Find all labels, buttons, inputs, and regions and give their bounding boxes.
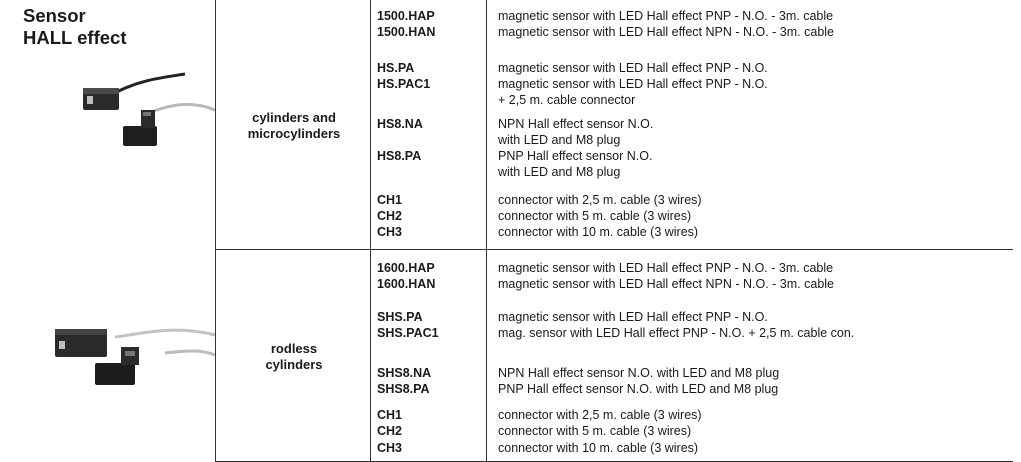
product-code: CH3: [377, 225, 403, 239]
category-label-cylinders: [230, 110, 358, 142]
product-code: SHS8.PA: [377, 382, 430, 396]
product-description: connector with 10 m. cable (3 wires): [498, 225, 699, 239]
product-description: connector with 2,5 m. cable (3 wires): [498, 193, 702, 207]
category-line-1: rodless: [270, 341, 318, 356]
category-label-rodless: [230, 341, 358, 373]
product-description: NPN Hall effect sensor N.O. with LED and M8 plug: [498, 366, 780, 380]
title-line-2: HALL effect: [23, 27, 127, 48]
product-code: CH2: [377, 209, 403, 223]
product-description: magnetic sensor with LED Hall effect PNP - N.O. - 3m. cable: [498, 9, 834, 23]
product-code: CH3: [377, 441, 403, 455]
product-description: + 2,5 m. cable connector: [498, 93, 636, 107]
column-divider-right: [486, 0, 487, 462]
product-description: PNP Hall effect sensor N.O.: [498, 149, 653, 163]
rodless-sensor-photo: [45, 315, 215, 395]
product-description: connector with 10 m. cable (3 wires): [498, 441, 699, 455]
product-code: SHS8.NA: [377, 366, 432, 380]
product-description: magnetic sensor with LED Hall effect PNP - N.O. - 3m. cable: [498, 261, 834, 275]
product-description: NPN Hall effect sensor N.O.: [498, 117, 654, 131]
category-line-2: cylinders: [265, 357, 323, 372]
column-divider-left: [215, 0, 216, 462]
product-description: magnetic sensor with LED Hall effect NPN - N.O. - 3m. cable: [498, 25, 834, 39]
hall-sensor-photo: [55, 70, 215, 170]
product-description: with LED and M8 plug: [498, 165, 621, 179]
category-line-1: cylinders and: [252, 110, 336, 125]
product-description: magnetic sensor with LED Hall effect PNP - N.O.: [498, 61, 768, 75]
product-code: HS8.PA: [377, 149, 422, 163]
product-code: 1500.HAN: [377, 25, 436, 39]
product-code: CH2: [377, 424, 403, 438]
product-description: PNP Hall effect sensor N.O. with LED and M8 plug: [498, 382, 779, 396]
product-description: magnetic sensor with LED Hall effect PNP - N.O.: [498, 77, 768, 91]
product-code: CH1: [377, 193, 403, 207]
product-description: connector with 2,5 m. cable (3 wires): [498, 408, 702, 422]
product-code: HS.PAC1: [377, 77, 431, 91]
product-description: connector with 5 m. cable (3 wires): [498, 424, 692, 438]
product-code: HS8.NA: [377, 117, 423, 131]
product-description: magnetic sensor with LED Hall effect PNP - N.O.: [498, 310, 768, 324]
group-separator: [215, 249, 1013, 250]
product-code: SHS.PA: [377, 310, 423, 324]
product-description: with LED and M8 plug: [498, 133, 621, 147]
product-code: 1600.HAN: [377, 277, 436, 291]
page-title: [23, 5, 126, 49]
product-code: 1600.HAP: [377, 261, 435, 275]
product-code: 1500.HAP: [377, 9, 435, 23]
product-description: magnetic sensor with LED Hall effect NPN - N.O. - 3m. cable: [498, 277, 834, 291]
product-code: SHS.PAC1: [377, 326, 439, 340]
product-description: mag. sensor with LED Hall effect PNP - N.O. + 2,5 m. cable con.: [498, 326, 855, 340]
product-description: connector with 5 m. cable (3 wires): [498, 209, 692, 223]
column-divider-middle: [370, 0, 371, 462]
category-line-2: microcylinders: [247, 126, 341, 141]
product-code: CH1: [377, 408, 403, 422]
title-line-1: Sensor: [23, 5, 86, 26]
product-code: HS.PA: [377, 61, 415, 75]
